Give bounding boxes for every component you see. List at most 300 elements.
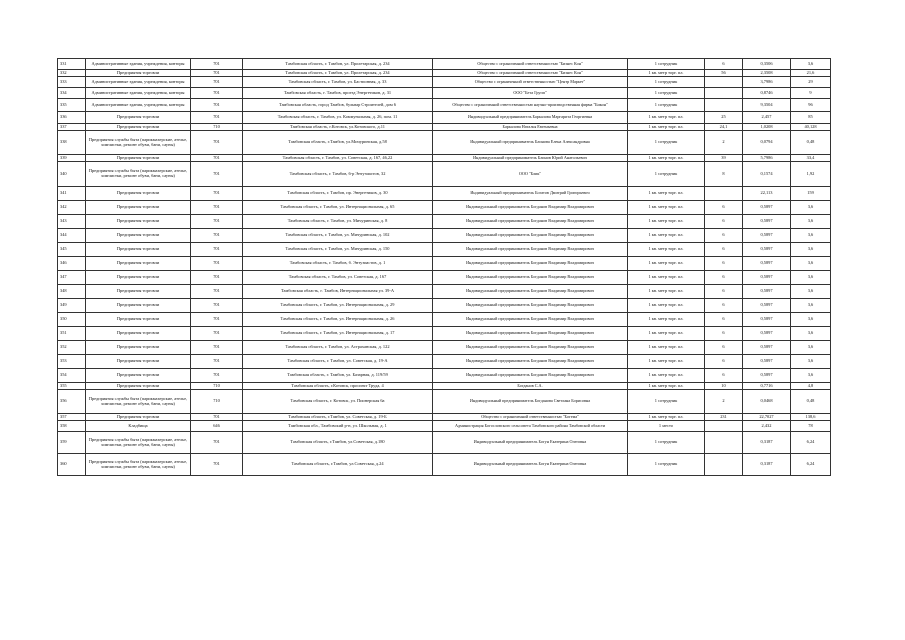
row-number: 356 [58, 390, 86, 414]
object-type: Предприятия торговли [86, 383, 191, 390]
category-code: 701 [191, 88, 243, 99]
table-row [58, 432, 831, 454]
waste-volume: 3,6 [791, 341, 831, 355]
object-type: Предприятия службы быта (парикмахерские, ателье, химчистки, ремонт обуви, бани, сауны) [86, 162, 191, 187]
row-number: 352 [58, 341, 86, 355]
waste-norm: 2,3508 [743, 70, 791, 77]
unit-quantity: 24,1 [705, 124, 743, 131]
table-row [58, 112, 831, 124]
unit-quantity: 6 [705, 355, 743, 369]
waste-volume: 138,6 [791, 414, 831, 421]
calculation-unit: 1 кв. метр торг. пл. [628, 271, 705, 285]
object-address: Тамбовская область, г.Тамбов, ул.Советская, д.24 [243, 454, 433, 476]
calculation-unit: 1 кв. метр торг. пл. [628, 112, 705, 124]
table-row [58, 124, 831, 131]
object-type: Предприятия службы быта (парикмахерские, ателье, химчистки, ремонт обуви, бани, сауны) [86, 454, 191, 476]
calculation-unit: 1 кв. метр торг. пл. [628, 341, 705, 355]
row-number: 344 [58, 229, 86, 243]
object-owner: Общество с ограниченной ответственностью "Центр Маркет" [433, 77, 628, 88]
waste-volume: 3,6 [791, 313, 831, 327]
category-code: 710 [191, 383, 243, 390]
category-code: 701 [191, 271, 243, 285]
calculation-unit: 1 кв. метр торг. пл. [628, 257, 705, 271]
object-owner: Индивидуальный предприниматель Богданов Владимир Владимирович [433, 215, 628, 229]
object-type: Предприятия торговли [86, 112, 191, 124]
object-owner: Индивидуальный предприниматель Богданов Владимир Владимирович [433, 341, 628, 355]
category-code: 701 [191, 162, 243, 187]
object-type: Административные здания, учреждения, конторы [86, 77, 191, 88]
waste-norm: 0,7716 [743, 383, 791, 390]
unit-quantity: 39 [705, 155, 743, 162]
waste-volume: 85 [791, 112, 831, 124]
waste-norm: 3,7986 [743, 77, 791, 88]
waste-volume: 3,6 [791, 299, 831, 313]
object-type: Административные здания, учреждения, конторы [86, 99, 191, 112]
object-owner: Индивидуальный предприниматель Богданов Владимир Владимирович [433, 313, 628, 327]
registry-table [57, 58, 831, 476]
table-row [58, 454, 831, 476]
object-address: Тамбовская область, г. Тамбов, ул. Коммунальная, д. 26, пом. 11 [243, 112, 433, 124]
row-number: 334 [58, 88, 86, 99]
waste-norm: 0,5897 [743, 285, 791, 299]
unit-quantity: 231 [705, 414, 743, 421]
row-number: 360 [58, 454, 86, 476]
waste-norm: 0,5897 [743, 257, 791, 271]
waste-norm: 0,0468 [743, 390, 791, 414]
waste-volume: 0,48 [791, 131, 831, 155]
table-row [58, 88, 831, 99]
object-address: Тамбовская область, г. Тамбов, ул. Интернациональная, д. 26 [243, 313, 433, 327]
object-address: Тамбовская область, г.Котовск, ул.Котовского, д.11 [243, 124, 433, 131]
category-code: 701 [191, 215, 243, 229]
table-row [58, 383, 831, 390]
table-row [58, 187, 831, 201]
calculation-unit: 1 сотрудник [628, 88, 705, 99]
unit-quantity: 6 [705, 313, 743, 327]
object-owner: Общество с ограниченной ответственностью научно-производственная фирма "Бикон" [433, 99, 628, 112]
object-owner: Общество с ограниченной ответственностью "Бизнес Кон" [433, 59, 628, 70]
object-type: Предприятия торговли [86, 70, 191, 77]
row-number: 335 [58, 99, 86, 112]
row-number: 348 [58, 285, 86, 299]
object-owner: Индивидуальный предприниматель Богун Екатерина Олеговна [433, 432, 628, 454]
waste-norm: 0,5897 [743, 243, 791, 257]
unit-quantity: 8 [705, 162, 743, 187]
object-owner: ООО "Бета Групп" [433, 88, 628, 99]
object-owner: Индивидуальный предприниматель Богданов Владимир Владимирович [433, 257, 628, 271]
calculation-unit: 1 сотрудник [628, 390, 705, 414]
category-code: 701 [191, 327, 243, 341]
object-owner: Общество с ограниченной ответственностью "Богема" [433, 414, 628, 421]
category-code: 701 [191, 187, 243, 201]
unit-quantity: 6 [705, 215, 743, 229]
row-number: 357 [58, 414, 86, 421]
row-number: 349 [58, 299, 86, 313]
waste-norm: 0,3187 [743, 454, 791, 476]
table-row [58, 77, 831, 88]
category-code: 701 [191, 257, 243, 271]
object-address: Тамбовская область, г. Тамбов, 6-р Энтузиастов, 32 [243, 162, 433, 187]
row-number: 350 [58, 313, 86, 327]
row-number: 343 [58, 215, 86, 229]
row-number: 358 [58, 421, 86, 432]
object-owner: Индивидуальный предприниматель Богданов Владимир Владимирович [433, 243, 628, 257]
object-type: Предприятия торговли [86, 299, 191, 313]
category-code: 701 [191, 59, 243, 70]
unit-quantity: 10 [705, 383, 743, 390]
unit-quantity: 6 [705, 341, 743, 355]
waste-norm: 5,7986 [743, 155, 791, 162]
row-number: 340 [58, 162, 86, 187]
object-owner: Индивидуальный предприниматель Богатов Дмитрий Григорьевич [433, 187, 628, 201]
object-type: Административные здания, учреждения, конторы [86, 88, 191, 99]
table-row [58, 70, 831, 77]
object-type: Предприятия службы быта (парикмахерские, ателье, химчистки, ремонт обуви, бани, сауны) [86, 432, 191, 454]
object-owner: Общество с ограниченной ответственностью "Бизнес Кон" [433, 70, 628, 77]
table-row [58, 162, 831, 187]
waste-norm: 0,5897 [743, 341, 791, 355]
calculation-unit: 1 кв. метр торг. пл. [628, 229, 705, 243]
row-number: 347 [58, 271, 86, 285]
waste-norm: 0,8746 [743, 88, 791, 99]
object-type: Предприятия торговли [86, 313, 191, 327]
row-number: 339 [58, 155, 86, 162]
object-owner: Индивидуальный предприниматель Богданов Владимир Владимирович [433, 201, 628, 215]
waste-volume: 40,128 [791, 124, 831, 131]
unit-quantity: 6 [705, 229, 743, 243]
calculation-unit: 1 сотрудник [628, 454, 705, 476]
waste-volume: 6,24 [791, 432, 831, 454]
unit-quantity: 56 [705, 70, 743, 77]
calculation-unit: 1 кв. метр торг. пл. [628, 201, 705, 215]
category-code: 710 [191, 124, 243, 131]
calculation-unit: 1 сотрудник [628, 131, 705, 155]
calculation-unit: 1 кв. метр торг. пл. [628, 243, 705, 257]
waste-norm: 0,5897 [743, 327, 791, 341]
object-address: Тамбовская область, г. Тамбов, ул. Астраханская, д. 122 [243, 341, 433, 355]
waste-norm: 0,5897 [743, 355, 791, 369]
object-type: Предприятия торговли [86, 243, 191, 257]
waste-volume: 96 [791, 99, 831, 112]
unit-quantity [705, 99, 743, 112]
calculation-unit: 1 кв. метр торг. пл. [628, 285, 705, 299]
table-row [58, 215, 831, 229]
calculation-unit: 1 кв. метр торг. пл. [628, 187, 705, 201]
waste-volume: 3,6 [791, 229, 831, 243]
object-type: Предприятия торговли [86, 341, 191, 355]
table-row [58, 201, 831, 215]
waste-norm: 0,5897 [743, 299, 791, 313]
category-code: 710 [191, 390, 243, 414]
object-owner: Индивидуальный предприниматель Богданов Владимир Владимирович [433, 369, 628, 383]
calculation-unit: 1 кв. метр торг. пл. [628, 70, 705, 77]
calculation-unit: 1 кв. метр торг. пл. [628, 155, 705, 162]
waste-norm: 0,5897 [743, 369, 791, 383]
waste-norm: 0,3506 [743, 59, 791, 70]
category-code: 701 [191, 131, 243, 155]
object-owner: Индивидуальный предприниматель Богданов Владимир Владимирович [433, 355, 628, 369]
row-number: 355 [58, 383, 86, 390]
table-row [58, 355, 831, 369]
category-code: 701 [191, 355, 243, 369]
waste-norm: 0,5897 [743, 229, 791, 243]
waste-norm: 1,0208 [743, 124, 791, 131]
waste-norm: 0,3187 [743, 432, 791, 454]
waste-volume: 3,6 [791, 355, 831, 369]
table-row [58, 285, 831, 299]
row-number: 351 [58, 327, 86, 341]
waste-volume: 3,6 [791, 59, 831, 70]
table-row [58, 414, 831, 421]
waste-norm: 22,113 [743, 187, 791, 201]
object-address: Тамбовская обл., Тамбовский р-н, ул. Школьная, д. 1 [243, 421, 433, 432]
category-code: 646 [191, 421, 243, 432]
table-row [58, 421, 831, 432]
object-address: Тамбовская область, г. Тамбов, ул. Интернациональная, д. 29 [243, 299, 433, 313]
object-address: Тамбовская область, город Тамбов, бульвар Строителей, дом 6 [243, 99, 433, 112]
object-address: Тамбовская область, г. Тамбов, ул. Советская, д. 167, 46,22 [243, 155, 433, 162]
object-address: Тамбовская область, г. Тамбов, ул. Интернациональная, д. 17 [243, 327, 433, 341]
calculation-unit: 1 сотрудник [628, 77, 705, 88]
object-owner: Индивидуальный предприниматель Богданов Владимир Владимирович [433, 327, 628, 341]
waste-volume: 3,6 [791, 201, 831, 215]
unit-quantity: 6 [705, 59, 743, 70]
waste-volume: 29 [791, 77, 831, 88]
unit-quantity [705, 432, 743, 454]
object-address: Тамбовская область, г. Тамбов, ул. Мичуринская, д. 8 [243, 215, 433, 229]
object-address: Тамбовская область, г. Котовск, ул. Пионерская 6а [243, 390, 433, 414]
waste-norm: 9,3504 [743, 99, 791, 112]
calculation-unit: 1 место [628, 421, 705, 432]
object-type: Предприятия службы быта (парикмахерские, ателье, химчистки, ремонт обуви, бани, сауны) [86, 131, 191, 155]
calculation-unit: 1 сотрудник [628, 162, 705, 187]
calculation-unit: 1 кв. метр торг. пл. [628, 327, 705, 341]
category-code: 701 [191, 112, 243, 124]
table-row [58, 299, 831, 313]
object-type: Предприятия торговли [86, 327, 191, 341]
calculation-unit: 1 сотрудник [628, 99, 705, 112]
category-code: 701 [191, 70, 243, 77]
object-owner: ООО "Блик" [433, 162, 628, 187]
row-number: 338 [58, 131, 86, 155]
waste-volume: 6,24 [791, 454, 831, 476]
waste-norm: 2,432 [743, 421, 791, 432]
calculation-unit: 1 кв. метр торг. пл. [628, 215, 705, 229]
object-owner: Индивидуальный предприниматель Богданов Владимир Владимирович [433, 271, 628, 285]
table-row [58, 313, 831, 327]
object-type: Кладбища [86, 421, 191, 432]
row-number: 346 [58, 257, 86, 271]
object-owner: Индивидуальный предприниматель Богданов Владимир Владимирович [433, 299, 628, 313]
object-type: Административные здания, учреждения, конторы [86, 59, 191, 70]
object-type: Предприятия торговли [86, 155, 191, 162]
calculation-unit: 1 кв. метр торг. пл. [628, 414, 705, 421]
category-code: 701 [191, 229, 243, 243]
category-code: 701 [191, 155, 243, 162]
registry-sheet [57, 58, 830, 476]
unit-quantity: 6 [705, 201, 743, 215]
object-address: Тамбовская область, г. Тамбов, ул. Советская, д. 167 [243, 271, 433, 285]
waste-volume: 9 [791, 88, 831, 99]
table-row [58, 59, 831, 70]
object-type: Предприятия торговли [86, 124, 191, 131]
unit-quantity: 6 [705, 327, 743, 341]
object-address: Тамбовская область, г.Тамбов, ул. Советская, д. 19-Б [243, 414, 433, 421]
object-type: Предприятия торговли [86, 285, 191, 299]
table-row [58, 243, 831, 257]
calculation-unit: 1 кв. метр торг. пл. [628, 383, 705, 390]
object-address: Тамбовская область, г. Тамбов, ул. Пролетарская, д. 234 [243, 59, 433, 70]
object-owner: Администрация Богословского сельсовета Тамбовского района Тамбовской области [433, 421, 628, 432]
object-type: Предприятия торговли [86, 201, 191, 215]
category-code: 701 [191, 201, 243, 215]
unit-quantity: 2 [705, 390, 743, 414]
unit-quantity [705, 187, 743, 201]
waste-volume: 3,6 [791, 215, 831, 229]
object-owner: Индивидуальный предприниматель Богданова Светлана Борисовна [433, 390, 628, 414]
waste-norm: 22,7027 [743, 414, 791, 421]
unit-quantity: 6 [705, 243, 743, 257]
category-code: 701 [191, 341, 243, 355]
object-type: Предприятия торговли [86, 257, 191, 271]
object-address: Тамбовская область, г. Тамбов, ул. Бастионная, д. 33 [243, 77, 433, 88]
waste-norm: 0,5897 [743, 215, 791, 229]
waste-volume: 3,6 [791, 243, 831, 257]
object-address: Тамбовская область, г. Тамбов, б. Энтузиастов, д. 1 [243, 257, 433, 271]
row-number: 341 [58, 187, 86, 201]
object-owner: Баркалова Наталья Евгеньевна [433, 124, 628, 131]
unit-quantity: 6 [705, 285, 743, 299]
calculation-unit: 1 сотрудник [628, 59, 705, 70]
unit-quantity [705, 421, 743, 432]
table-row [58, 257, 831, 271]
object-address: Тамбовская область, г. Тамбов, ул. Советская, д. 19-А [243, 355, 433, 369]
category-code: 701 [191, 299, 243, 313]
unit-quantity [705, 88, 743, 99]
object-owner: Индивидуальный предприниматель Богданов Владимир Владимирович [433, 229, 628, 243]
waste-volume: 3,6 [791, 271, 831, 285]
row-number: 354 [58, 369, 86, 383]
calculation-unit: 1 кв. метр торг. пл. [628, 369, 705, 383]
row-number: 353 [58, 355, 86, 369]
unit-quantity: 6 [705, 299, 743, 313]
object-type: Предприятия торговли [86, 215, 191, 229]
object-address: Тамбовская область, г. Тамбов, пр. Энергетиков, д. 30 [243, 187, 433, 201]
category-code: 701 [191, 414, 243, 421]
table-row [58, 271, 831, 285]
waste-volume: 21,6 [791, 70, 831, 77]
category-code: 701 [191, 313, 243, 327]
category-code: 701 [191, 432, 243, 454]
object-address: Тамбовская область, г. Тамбов, ул. Пролетарская, д. 234 [243, 70, 433, 77]
category-code: 701 [191, 77, 243, 88]
object-address: Тамбовская область, г.Котовск, проспект Труда, 4 [243, 383, 433, 390]
table-row [58, 341, 831, 355]
waste-volume: 3,6 [791, 327, 831, 341]
table-row [58, 390, 831, 414]
calculation-unit: 1 кв. метр торг. пл. [628, 313, 705, 327]
table-row [58, 327, 831, 341]
unit-quantity: 6 [705, 257, 743, 271]
waste-volume: 0,48 [791, 390, 831, 414]
category-code: 701 [191, 243, 243, 257]
waste-volume: 3,6 [791, 257, 831, 271]
object-type: Предприятия торговли [86, 229, 191, 243]
table-row [58, 155, 831, 162]
calculation-unit: 1 сотрудник [628, 432, 705, 454]
waste-volume: 1,92 [791, 162, 831, 187]
row-number: 332 [58, 70, 86, 77]
object-owner: Индивидуальный предприниматель Богун Екатерина Олеговна [433, 454, 628, 476]
row-number: 331 [58, 59, 86, 70]
waste-volume: 4,8 [791, 383, 831, 390]
object-type: Предприятия торговли [86, 355, 191, 369]
unit-quantity: 6 [705, 271, 743, 285]
unit-quantity [705, 454, 743, 476]
object-type: Предприятия торговли [86, 414, 191, 421]
waste-norm: 0,5897 [743, 201, 791, 215]
row-number: 359 [58, 432, 86, 454]
object-owner: Богданов С.А. [433, 383, 628, 390]
waste-volume: 3,6 [791, 369, 831, 383]
object-address: Тамбовская область, г. Тамбов, ул. Интернациональная, д. 65 [243, 201, 433, 215]
object-address: Тамбовская область, г. Тамбов, Интернациональная ул. 39-А [243, 285, 433, 299]
object-type: Предприятия службы быта (парикмахерские, ателье, химчистки, ремонт обуви, бани, сауны) [86, 390, 191, 414]
row-number: 337 [58, 124, 86, 131]
waste-norm: 0,1574 [743, 162, 791, 187]
unit-quantity: 2 [705, 131, 743, 155]
object-type: Предприятия торговли [86, 187, 191, 201]
unit-quantity: 6 [705, 369, 743, 383]
object-address: Тамбовская область, г. Тамбов, ул. Мичуринская, д. 150 [243, 243, 433, 257]
category-code: 701 [191, 454, 243, 476]
unit-quantity [705, 77, 743, 88]
category-code: 701 [191, 369, 243, 383]
object-owner: Индивидуальный предприниматель Баркалова Маргарита Георгиевна [433, 112, 628, 124]
registry-table-body [58, 59, 831, 476]
waste-volume: 33,4 [791, 155, 831, 162]
table-row [58, 229, 831, 243]
category-code: 701 [191, 285, 243, 299]
calculation-unit: 1 кв. метр торг. пл. [628, 124, 705, 131]
object-address: Тамбовская область, г. Тамбов, проезд Энергетиков, д. 31 [243, 88, 433, 99]
calculation-unit: 1 кв. метр торг. пл. [628, 299, 705, 313]
waste-volume: 3,6 [791, 285, 831, 299]
waste-norm: 0,5897 [743, 271, 791, 285]
object-address: Тамбовская область, г. Тамбов, ул. Базарная, д. 119/59 [243, 369, 433, 383]
object-type: Предприятия торговли [86, 369, 191, 383]
row-number: 345 [58, 243, 86, 257]
waste-norm: 2,457 [743, 112, 791, 124]
calculation-unit: 1 кв. метр торг. пл. [628, 355, 705, 369]
object-owner: Индивидуальный предприниматель Богданов Владимир Владимирович [433, 285, 628, 299]
waste-norm: 0,5897 [743, 313, 791, 327]
object-owner: Индивидуальный предприниматель Блинова Елена Александровна [433, 131, 628, 155]
table-row [58, 131, 831, 155]
row-number: 333 [58, 77, 86, 88]
row-number: 342 [58, 201, 86, 215]
waste-volume: 159 [791, 187, 831, 201]
table-row [58, 99, 831, 112]
row-number: 336 [58, 112, 86, 124]
unit-quantity: 25 [705, 112, 743, 124]
object-type: Предприятия торговли [86, 271, 191, 285]
object-address: Тамбовская область, г.Тамбов, ул.Советская, д.180 [243, 432, 433, 454]
object-owner: Индивидуальный предприниматель Блинов Юрий Анатольевич [433, 155, 628, 162]
object-address: Тамбовская область, г. Тамбов, ул. Мичуринская, д. 102 [243, 229, 433, 243]
waste-norm: 0,0794 [743, 131, 791, 155]
object-address: Тамбовская область, г.Тамбов, ул.Мичуринская, д.58 [243, 131, 433, 155]
